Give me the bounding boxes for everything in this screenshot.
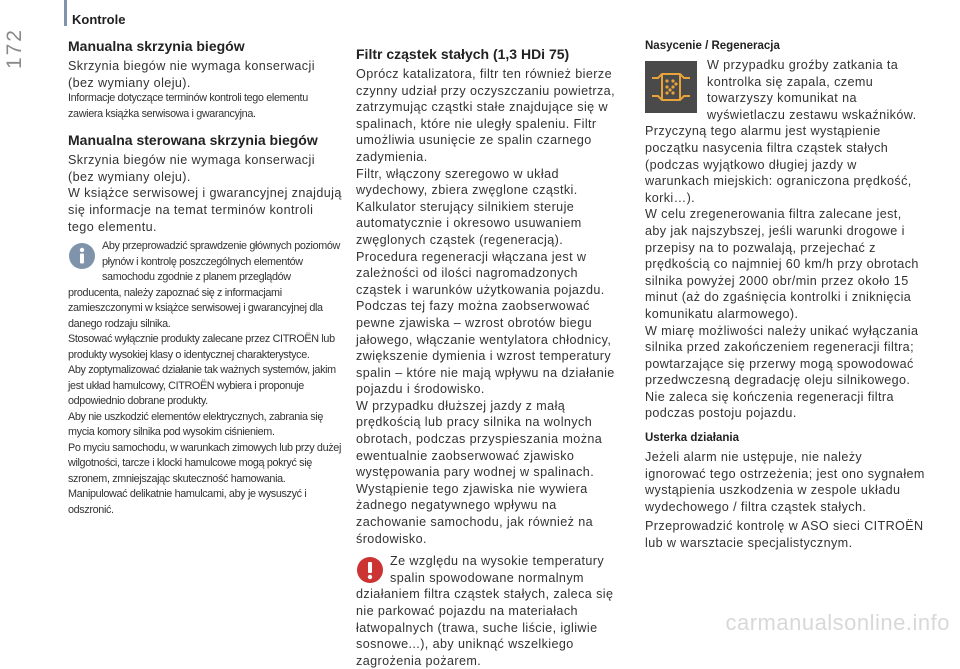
particle-filter-indicator-icon xyxy=(645,61,697,113)
manual-gearbox-note: Informacje dotyczące terminów kontroli tego elementu zawiera książka serwisowa i gwarancyjna. xyxy=(68,92,308,120)
watermark: carmanualsonline.info xyxy=(725,610,950,635)
info-note-line: Po myciu samochodu, w warunkach zimowych lub przy dużej wilgotności, tarcze i klocki hamulcowe mogą pokryć się szronem, zmniejszając skuteczność hamowania. Manipulować delikatnie hamulcami, aby je wysuszyć i odszronić. xyxy=(68,441,341,516)
column-left xyxy=(68,38,342,518)
column-middle xyxy=(356,46,626,669)
manual-gearbox-text: Skrzynia biegów nie wymaga konserwacji (bez wymiany oleju). xyxy=(68,59,315,90)
info-note-line: Aby nie uszkodzić elementów elektrycznych, zabrania się mycia komory silnika pod wysokim ciśnieniem. xyxy=(68,410,324,439)
saturation-text: Przyczyną tego alarmu jest wystąpienie początku nasycenia filtra cząstek stałych (podczas wyjątkowo długiej jazdy w warunkach miejskich: ograniczona prędkość, korki…). xyxy=(645,124,912,205)
saturation-text: W miarę możliwości należy unikać wyłączania silnika przed zakończeniem regeneracji filtra; powtarzające się przerwy mogą spowodować przedwczesną degradację oleju silnikowego. Nie zaleca się kończenia regeneracji filtra podczas postoju pojazdu. xyxy=(645,323,919,421)
info-note-line: Stosować wyłącznie produkty zalecane przez CITROËN lub produkty wysokiej klasy o identycznej charakterystyce. xyxy=(68,333,335,361)
automated-gearbox-text-1: Skrzynia biegów nie wymaga konserwacji (bez wymiany oleju). xyxy=(68,153,315,184)
manual-gearbox-heading: Manualna skrzynia biegów xyxy=(68,38,245,54)
info-note xyxy=(68,239,342,518)
saturation-heading: Nasycenie / Regeneracja xyxy=(645,40,780,52)
saturation-intro-text: W przypadku groźby zatkania ta kontrolka się zapala, czemu towarzyszy komunikat na wyświetlaczu zestawu wskaźników. xyxy=(707,58,917,122)
page-number: 172 xyxy=(3,28,26,70)
automated-gearbox-text-2: W książce serwisowej i gwarancyjnej znajdują się informacje na temat terminów kontroli tego elementu. xyxy=(68,186,342,234)
particle-filter-text: Oprócz katalizatora, filtr ten również bierze czynny udział przy oczyszczaniu powietrza, zatrzymując cząstki stałe znajdujące się w spalinach, które nie uległy spaleniu. Filtr umożliwia usunięcie ze spalin czarnego zadymienia. xyxy=(356,67,615,164)
fault-text: Jeżeli alarm nie ustępuje, nie należy ignorować tego ostrzeżenia; jest ono sygnałem wystąpienia uszkodzenia w zespole układu wydechowego / filtra cząstek stałych. xyxy=(645,450,925,514)
saturation-intro xyxy=(645,57,925,123)
particle-filter-heading: Filtr cząstek stałych (1,3 HDi 75) xyxy=(356,46,570,62)
particle-filter-text: W przypadku dłuższej jazdy z małą prędkością lub pracy silnika na wolnych obrotach, podczas przyspieszania można ewentualnie zaobserwować zjawisko występowania pary wodnej w spalinach. Wystąpienie tego zjawiska nie wywiera żadnego negatywnego wpływu na zachowanie samochodu, jak również na środowisko. xyxy=(356,398,603,546)
saturation-text: W celu zregenerowania filtra zalecane jest, aby jak najszybszej, jeśli warunki drogowe i przepisy na to pozwalają, przejechać z prędkością co najmniej 60 km/h przy obrotach silnika powyżej 2000 obr/min przez około 15 minut (aż do zgaśnięcia kontrolki i zniknięcia komunikatu alarmowego). xyxy=(645,207,919,321)
column-right xyxy=(645,40,925,552)
info-icon xyxy=(68,242,96,270)
warning-note xyxy=(356,553,626,669)
particle-filter-text: Filtr, włączony szeregowo w układ wydechowy, zbiera zwęglone cząstki. Kalkulator sterujący silnikiem steruje automatycznie i okresowo usuwaniem zwęglonych cząstek (regeneracją). Procedura regeneracji włączana jest w zależności od ilości nagromadzonych cząstek i warunków użytkowania pojazdu. Podczas tej fazy można zaobserwować pewne zjawiska – wzrost obrotów biegu jałowego, włączanie wentylatora chłodnicy, zwiększenie dymienia i wzrost temperatury spalin – które nie mają wpływu na działanie pojazdu i środowisko. xyxy=(356,166,615,397)
fault-heading: Usterka działania xyxy=(645,432,739,445)
info-note-line: Aby zoptymalizować działanie tak ważnych systemów, jakim jest układ hamulcowy, CITROËN wybiera i proponuje odpowiednio dobrane produkty. xyxy=(68,364,336,408)
info-note-line: Aby przeprowadzić sprawdzenie głównych poziomów płynów i kontrolę poszczególnych elementów samochodu zgodnie z planem przeglądów producenta, należy zapoznać się z informacjami zamieszczonymi w książce serwisowej i gwarancyjnej dla danego rodzaju silnika. xyxy=(68,240,340,330)
header-rule xyxy=(64,0,67,26)
automated-gearbox-heading: Manualna sterowana skrzynia biegów xyxy=(68,132,318,149)
warning-note-text: Ze względu na wysokie temperatury spalin spowodowane normalnym działaniem filtra cząstek stałych, zaleca się nie parkować pojazdu na materiałach łatwopalnych (trawa, suche liście, igliwie sosnowe...), aby uniknąć wszelkiego zagrożenia pożarem. xyxy=(356,554,614,668)
section-label: Kontrole xyxy=(72,12,126,27)
warning-icon xyxy=(356,556,384,584)
fault-text: Przeprowadzić kontrolę w ASO sieci CITROËN lub w warsztacie specjalistycznym. xyxy=(645,519,924,551)
